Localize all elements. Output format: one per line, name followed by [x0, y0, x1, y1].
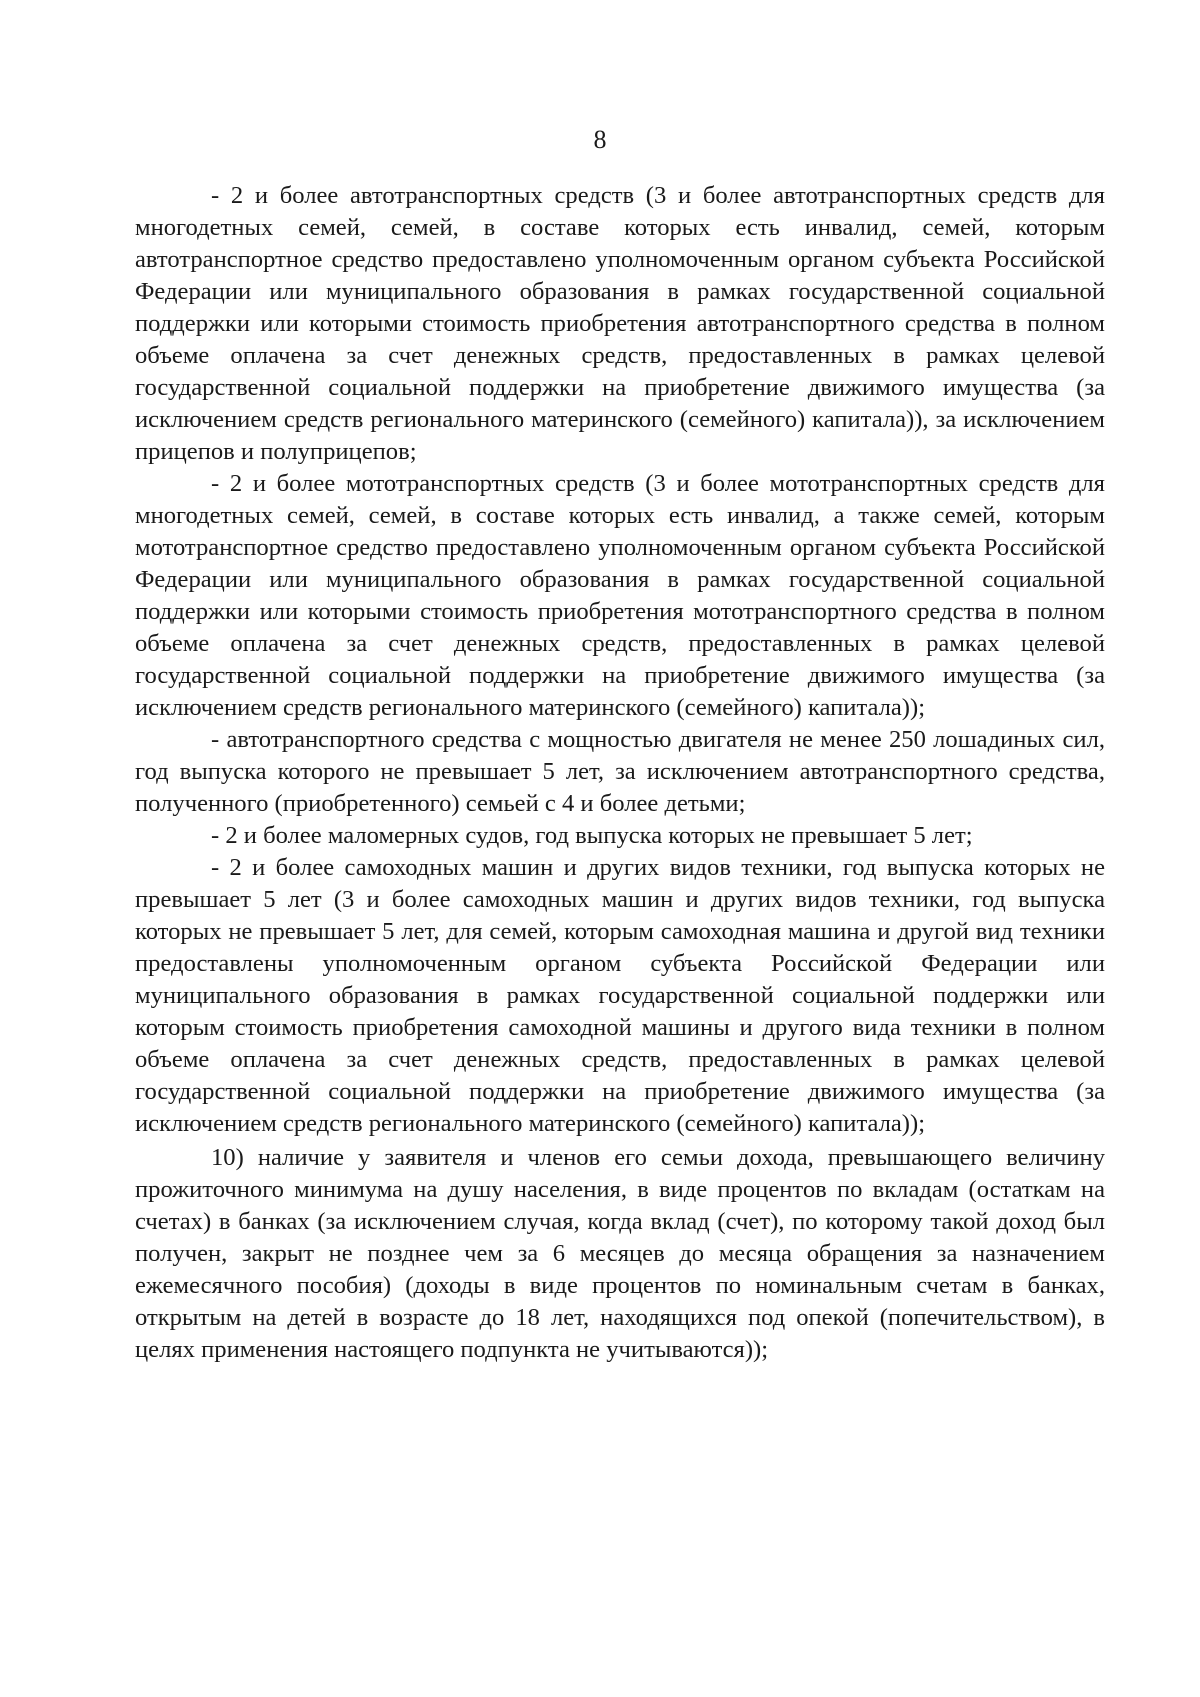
paragraph-motorcycles: - 2 и более мототранспортных средств (3 и более мототранспортных средств для многодетных семей, семей, в составе которых есть инвалид, а также семей, которым мототранспортное средство предоставлено уполномоченным органом субъекта Российской Федерации или муниципального образования в рамках государственной социальной поддержки или которыми стоимость приобретения мототранспортного средства в полном объеме оплачена за счет денежных средств, предоставленных в рамках целевой государственной социальной поддержки на приобретение движимого имущества (за исключением средств регионального материнского (семейного) капитала));: [135, 470, 1105, 721]
paragraph-deposit-income: 10) наличие у заявителя и членов его семьи дохода, превышающего величину прожиточного минимума на душу населения, в виде процентов по вкладам (остаткам на счетах) в банках (за исключением случая, когда вклад (счет), по которому такой доход был получен, закрыт не позднее чем за 6 месяцев до месяца обращения за назначением ежемесячного пособия) (доходы в виде процентов по номинальным счетам в банках, открытым на детей в возрасте до 18 лет, находящихся под опекой (попечительством), в целях применения настоящего подпункта не учитываются));: [135, 1144, 1105, 1363]
paragraph-high-power-vehicle: - автотранспортного средства с мощностью двигателя не менее 250 лошадиных сил, год выпуска которого не превышает 5 лет, за исключением автотранспортного средства, полученного (приобретенного) семьей с 4 и более детьми;: [135, 726, 1105, 817]
paragraph-self-propelled-machines: - 2 и более самоходных машин и других видов техники, год выпуска которых не превышает 5 лет (3 и более самоходных машин и других видов техники, год выпуска которых не превышает 5 лет, для семей, которым самоходная машина и другой вид техники предоставлены уполномоченным органом субъекта Российской Федерации или муниципального образования в рамках государственной социальной поддержки или которым стоимость приобретения самоходной машины и другого вида техники в полном объеме оплачена за счет денежных средств, предоставленных в рамках целевой государственной социальной поддержки на приобретение движимого имущества (за исключением средств регионального материнского (семейного) капитала));: [135, 854, 1105, 1137]
page-number: 8: [593, 125, 607, 154]
paragraph-small-vessels: - 2 и более маломерных судов, год выпуска которых не превышает 5 лет;: [211, 822, 973, 849]
document-body: [135, 180, 1105, 1366]
paragraph-motor-vehicles: - 2 и более автотранспортных средств (3 и более автотранспортных средств для многодетных семей, семей, в составе которых есть инвалид, семей, которым автотранспортное средство предоставлено уполномоченным органом субъекта Российской Федерации или муниципального образования в рамках государственной социальной поддержки или которыми стоимость приобретения автотранспортного средства в полном объеме оплачена за счет денежных средств, предоставленных в рамках целевой государственной социальной поддержки на приобретение движимого имущества (за исключением средств регионального материнского (семейного) капитала)), за исключением прицепов и полуприцепов;: [135, 182, 1105, 465]
